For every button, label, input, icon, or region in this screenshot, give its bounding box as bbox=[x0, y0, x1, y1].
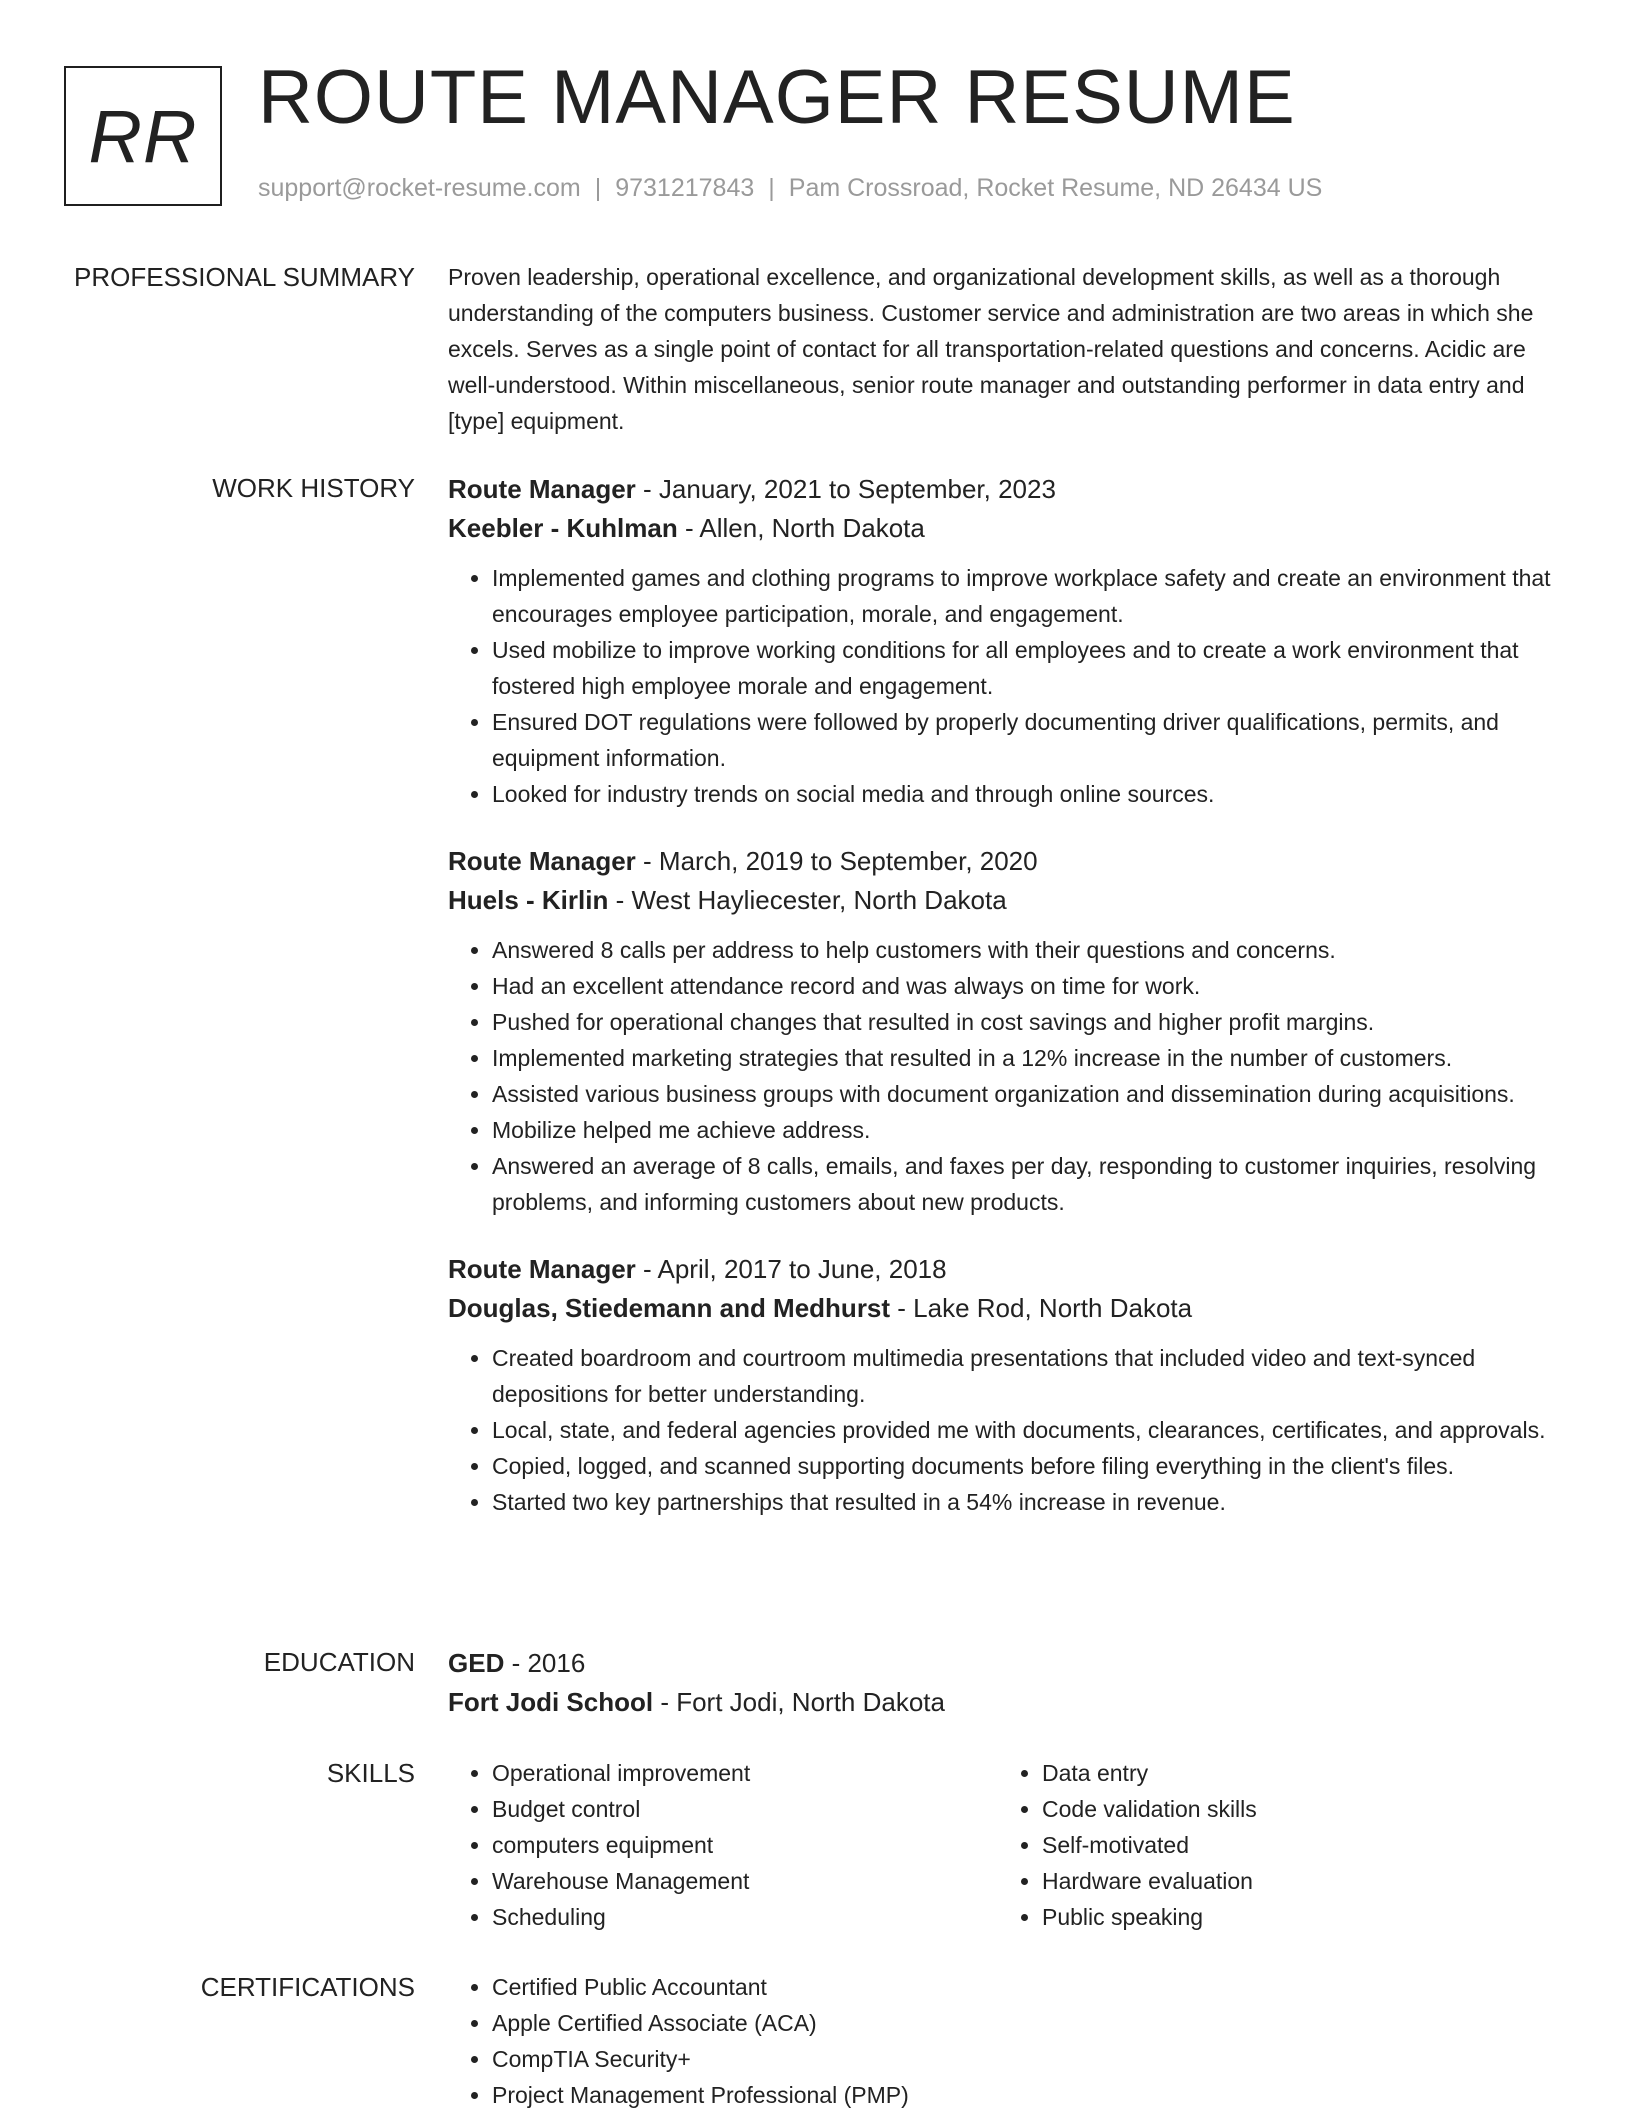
job-location: - Allen, North Dakota bbox=[677, 513, 925, 543]
job-bullet-item: • Answered 8 calls per address to help customers with their questions and concerns. bbox=[492, 932, 1568, 968]
education-heading: EDUCATION bbox=[263, 1647, 415, 1677]
skill-item: • Operational improvement bbox=[492, 1755, 998, 1791]
certifications-heading: CERTIFICATIONS bbox=[200, 1972, 415, 2002]
job-bullet-item: • Ensured DOT regulations were followed by properly documenting driver qualifications, permits, and equipment information. bbox=[492, 704, 1568, 776]
education-location: - Fort Jodi, North Dakota bbox=[653, 1687, 945, 1717]
job-dates: - April, 2017 to June, 2018 bbox=[635, 1254, 947, 1284]
skill-item: • computers equipment bbox=[492, 1827, 998, 1863]
job-bullet-item: • Copied, logged, and scanned supporting documents before filing everything in the client's files. bbox=[492, 1448, 1568, 1484]
job-location: - West Hayliecester, North Dakota bbox=[608, 885, 1007, 915]
certifications-list bbox=[448, 1969, 1568, 2113]
skill-item: • Code validation skills bbox=[1042, 1791, 1548, 1827]
contact-address: Pam Crossroad, Rocket Resume, ND 26434 US bbox=[788, 174, 1323, 202]
skill-item: • Budget control bbox=[492, 1791, 998, 1827]
skill-item: • Data entry bbox=[1042, 1755, 1548, 1791]
education-school: Fort Jodi School bbox=[448, 1687, 654, 1717]
summary-body bbox=[448, 259, 1568, 439]
job-title: Route Manager bbox=[448, 1254, 636, 1284]
contact-phone: 9731217843 bbox=[615, 174, 755, 202]
job-bullet-item: • Assisted various business groups with document organization and dissemination during acquisitions. bbox=[492, 1076, 1568, 1112]
job-bullet-item: • Pushed for operational changes that resulted in cost savings and higher profit margins. bbox=[492, 1004, 1568, 1040]
certifications-body bbox=[448, 1969, 1568, 2113]
skills-list-right bbox=[998, 1755, 1548, 1935]
skills-heading: SKILLS bbox=[326, 1758, 415, 1788]
education-degree-line bbox=[448, 1644, 1568, 1683]
job-bullet-item: • Had an excellent attendance record and was always on time for work. bbox=[492, 968, 1568, 1004]
job-company-line bbox=[448, 509, 1568, 548]
job-dates: - March, 2019 to September, 2020 bbox=[635, 846, 1038, 876]
summary-heading: PROFESSIONAL SUMMARY bbox=[74, 262, 415, 292]
job-bullets bbox=[448, 560, 1568, 812]
education-degree: GED bbox=[448, 1648, 505, 1678]
skills-list-left bbox=[448, 1755, 998, 1935]
skill-item: • Scheduling bbox=[492, 1899, 998, 1935]
contact-separator: | bbox=[594, 174, 602, 202]
certification-item: • CompTIA Security+ bbox=[492, 2041, 1568, 2077]
job-title: Route Manager bbox=[448, 846, 636, 876]
work-history-body bbox=[448, 470, 1568, 1550]
skill-item: • Hardware evaluation bbox=[1042, 1863, 1548, 1899]
job-company: Douglas, Stiedemann and Medhurst bbox=[448, 1293, 891, 1323]
job-company-line bbox=[448, 881, 1568, 920]
job-bullet-item: • Used mobilize to improve working conditions for all employees and to create a work environment that fostered high employee morale and engagement. bbox=[492, 632, 1568, 704]
summary-text: Proven leadership, operational excellence, and organizational development skills, as well as a thorough understanding of the computers business. Customer service and administration are two areas in which she excels. Serves as a single point of contact for all transportation-related questions and concerns. Acidic are well-understood. Within miscellaneous, senior route manager and outstanding performer in data entry and [type] equipment. bbox=[448, 264, 1534, 434]
job-bullet-item: • Created boardroom and courtroom multimedia presentations that included video and text-synced depositions for better understanding. bbox=[492, 1340, 1568, 1412]
job-company: Huels - Kirlin bbox=[448, 885, 609, 915]
job-bullet-item: • Implemented games and clothing programs to improve workplace safety and create an environment that encourages employee participation, morale, and engagement. bbox=[492, 560, 1568, 632]
job-entry bbox=[448, 1250, 1568, 1520]
education-body bbox=[448, 1644, 1568, 1722]
contact-email: support@rocket-resume.com bbox=[258, 174, 581, 202]
job-entry bbox=[448, 842, 1568, 1220]
job-title-line bbox=[448, 842, 1568, 881]
job-title-line bbox=[448, 1250, 1568, 1289]
job-company: Keebler - Kuhlman bbox=[448, 513, 678, 543]
contact-separator: | bbox=[768, 174, 775, 202]
job-title: Route Manager bbox=[448, 474, 636, 504]
work-history-heading: WORK HISTORY bbox=[212, 473, 415, 503]
education-school-line bbox=[448, 1683, 1568, 1722]
skill-item: • Public speaking bbox=[1042, 1899, 1548, 1935]
skill-item: • Self-motivated bbox=[1042, 1827, 1548, 1863]
job-title-line bbox=[448, 470, 1568, 509]
job-bullet-item: • Started two key partnerships that resulted in a 54% increase in revenue. bbox=[492, 1484, 1568, 1520]
skills-columns bbox=[448, 1755, 1568, 1935]
skill-item: • Warehouse Management bbox=[492, 1863, 998, 1899]
contact-line bbox=[258, 174, 1322, 203]
jobs-list bbox=[448, 470, 1568, 1520]
job-bullet-item: • Implemented marketing strategies that resulted in a 12% increase in the number of customers. bbox=[492, 1040, 1568, 1076]
certification-item: • Project Management Professional (PMP) bbox=[492, 2077, 1568, 2113]
job-bullet-item: • Local, state, and federal agencies provided me with documents, clearances, certificates, and approvals. bbox=[492, 1412, 1568, 1448]
job-company-line bbox=[448, 1289, 1568, 1328]
job-bullet-item: • Answered an average of 8 calls, emails, and faxes per day, responding to customer inquiries, resolving problems, and informing customers about new products. bbox=[492, 1148, 1568, 1220]
monogram-logo: RR bbox=[64, 66, 222, 206]
skills-body bbox=[448, 1755, 1568, 1935]
certification-item: • Certified Public Accountant bbox=[492, 1969, 1568, 2005]
job-bullets bbox=[448, 932, 1568, 1220]
education-year: - 2016 bbox=[504, 1648, 586, 1678]
job-location: - Lake Rod, North Dakota bbox=[890, 1293, 1193, 1323]
job-bullet-item: • Looked for industry trends on social media and through online sources. bbox=[492, 776, 1568, 812]
job-dates: - January, 2021 to September, 2023 bbox=[635, 474, 1056, 504]
job-bullets bbox=[448, 1340, 1568, 1520]
resume-title: ROUTE MANAGER RESUME bbox=[258, 55, 1296, 140]
job-entry bbox=[448, 470, 1568, 812]
certification-item: • Apple Certified Associate (ACA) bbox=[492, 2005, 1568, 2041]
job-bullet-item: • Mobilize helped me achieve address. bbox=[492, 1112, 1568, 1148]
